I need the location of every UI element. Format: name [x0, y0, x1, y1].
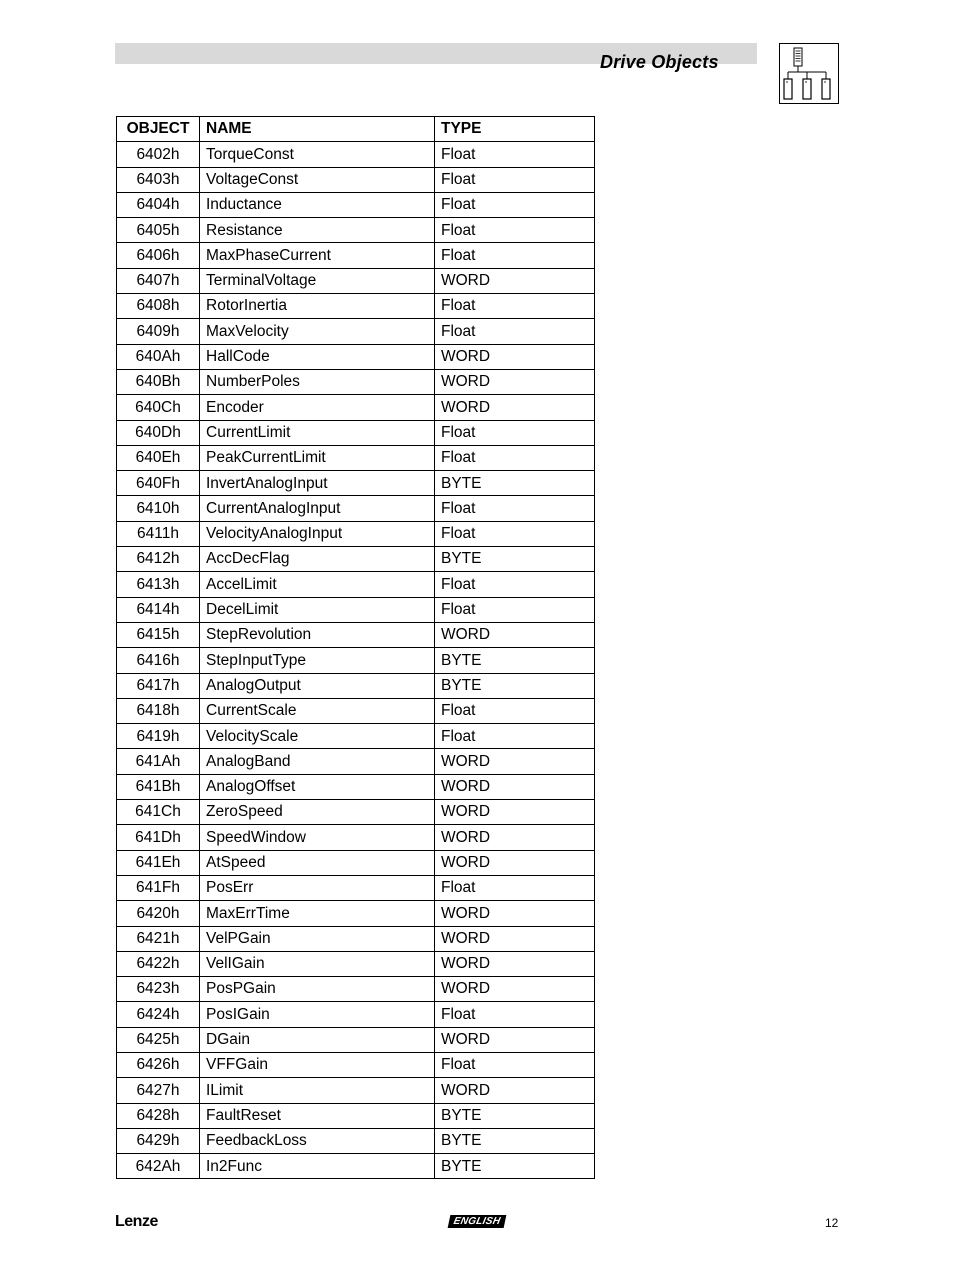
- object-type-cell: Float: [435, 319, 595, 344]
- table-row: [117, 875, 595, 900]
- object-name-cell: NumberPoles: [200, 369, 435, 394]
- object-type-cell: WORD: [435, 395, 595, 420]
- object-index-cell: 6424h: [117, 1002, 200, 1027]
- table-row: [117, 142, 595, 167]
- table-row: [117, 420, 595, 445]
- object-index-cell: 6411h: [117, 521, 200, 546]
- object-type-cell: WORD: [435, 825, 595, 850]
- table-row: [117, 951, 595, 976]
- object-index-cell: 641Bh: [117, 774, 200, 799]
- table-row: [117, 724, 595, 749]
- object-type-cell: WORD: [435, 850, 595, 875]
- object-index-cell: 6427h: [117, 1078, 200, 1103]
- table-row: [117, 1052, 595, 1077]
- object-name-cell: VFFGain: [200, 1052, 435, 1077]
- object-name-cell: HallCode: [200, 344, 435, 369]
- table-row: [117, 698, 595, 723]
- object-index-cell: 6428h: [117, 1103, 200, 1128]
- table-row: [117, 167, 595, 192]
- object-name-cell: In2Func: [200, 1154, 435, 1179]
- table-row: [117, 1078, 595, 1103]
- table-row: [117, 319, 595, 344]
- object-name-cell: AccDecFlag: [200, 547, 435, 572]
- object-type-cell: WORD: [435, 749, 595, 774]
- object-type-cell: WORD: [435, 344, 595, 369]
- object-name-cell: TerminalVoltage: [200, 268, 435, 293]
- object-index-cell: 640Ah: [117, 344, 200, 369]
- object-type-cell: Float: [435, 724, 595, 749]
- object-type-cell: WORD: [435, 268, 595, 293]
- table-row: [117, 547, 595, 572]
- object-type-cell: WORD: [435, 622, 595, 647]
- object-name-cell: AccelLimit: [200, 572, 435, 597]
- object-name-cell: DGain: [200, 1027, 435, 1052]
- object-index-cell: 641Ch: [117, 800, 200, 825]
- column-header-type: TYPE: [435, 117, 595, 142]
- table-row: [117, 774, 595, 799]
- object-type-cell: Float: [435, 597, 595, 622]
- table-row: [117, 344, 595, 369]
- object-index-cell: 6421h: [117, 926, 200, 951]
- object-name-cell: SpeedWindow: [200, 825, 435, 850]
- object-index-cell: 640Fh: [117, 471, 200, 496]
- object-name-cell: AtSpeed: [200, 850, 435, 875]
- table-row: [117, 648, 595, 673]
- object-name-cell: CurrentScale: [200, 698, 435, 723]
- object-index-cell: 640Ch: [117, 395, 200, 420]
- object-index-cell: 6413h: [117, 572, 200, 597]
- table-row: [117, 521, 595, 546]
- object-name-cell: AnalogOutput: [200, 673, 435, 698]
- object-index-cell: 6404h: [117, 192, 200, 217]
- table-row: [117, 369, 595, 394]
- object-type-cell: WORD: [435, 951, 595, 976]
- object-index-cell: 641Dh: [117, 825, 200, 850]
- object-name-cell: VelIGain: [200, 951, 435, 976]
- object-index-cell: 6408h: [117, 294, 200, 319]
- object-index-cell: 6412h: [117, 547, 200, 572]
- object-type-cell: Float: [435, 698, 595, 723]
- object-index-cell: 6417h: [117, 673, 200, 698]
- object-type-cell: BYTE: [435, 1128, 595, 1153]
- object-index-cell: 6402h: [117, 142, 200, 167]
- table-row: [117, 622, 595, 647]
- object-name-cell: Resistance: [200, 218, 435, 243]
- table-row: [117, 1027, 595, 1052]
- object-name-cell: VelPGain: [200, 926, 435, 951]
- object-type-cell: Float: [435, 420, 595, 445]
- table-row: [117, 294, 595, 319]
- table-row: [117, 243, 595, 268]
- object-index-cell: 6414h: [117, 597, 200, 622]
- object-name-cell: MaxPhaseCurrent: [200, 243, 435, 268]
- table-row: [117, 850, 595, 875]
- lenze-logo: Lenze: [115, 1213, 158, 1230]
- table-body: [117, 142, 595, 1179]
- table-row: [117, 496, 595, 521]
- object-name-cell: ILimit: [200, 1078, 435, 1103]
- object-name-cell: PeakCurrentLimit: [200, 445, 435, 470]
- drive-objects-table: [116, 116, 595, 1179]
- object-type-cell: Float: [435, 496, 595, 521]
- object-index-cell: 6419h: [117, 724, 200, 749]
- table-row: [117, 445, 595, 470]
- object-type-cell: Float: [435, 167, 595, 192]
- table-row: [117, 901, 595, 926]
- object-name-cell: InvertAnalogInput: [200, 471, 435, 496]
- object-type-cell: WORD: [435, 901, 595, 926]
- object-index-cell: 6418h: [117, 698, 200, 723]
- object-index-cell: 6406h: [117, 243, 200, 268]
- object-name-cell: AnalogBand: [200, 749, 435, 774]
- object-index-cell: 6415h: [117, 622, 200, 647]
- page-number: 12: [825, 1216, 839, 1230]
- object-type-cell: BYTE: [435, 1154, 595, 1179]
- object-index-cell: 641Eh: [117, 850, 200, 875]
- object-type-cell: Float: [435, 445, 595, 470]
- table-row: [117, 1103, 595, 1128]
- object-index-cell: 642Ah: [117, 1154, 200, 1179]
- object-name-cell: FaultReset: [200, 1103, 435, 1128]
- object-type-cell: Float: [435, 521, 595, 546]
- object-index-cell: 6403h: [117, 167, 200, 192]
- table-row: [117, 597, 595, 622]
- object-type-cell: Float: [435, 572, 595, 597]
- page-title: Drive Objects: [600, 52, 719, 72]
- object-index-cell: 6423h: [117, 977, 200, 1002]
- table-row: [117, 572, 595, 597]
- object-type-cell: BYTE: [435, 673, 595, 698]
- table-row: [117, 395, 595, 420]
- object-index-cell: 6429h: [117, 1128, 200, 1153]
- table-row: [117, 471, 595, 496]
- object-type-cell: Float: [435, 192, 595, 217]
- object-index-cell: 640Dh: [117, 420, 200, 445]
- table-row: [117, 192, 595, 217]
- object-type-cell: Float: [435, 243, 595, 268]
- column-header-name: NAME: [200, 117, 435, 142]
- object-name-cell: StepInputType: [200, 648, 435, 673]
- table-row: [117, 1154, 595, 1179]
- object-index-cell: 640Eh: [117, 445, 200, 470]
- table-row: [117, 977, 595, 1002]
- object-type-cell: WORD: [435, 774, 595, 799]
- table-row: [117, 218, 595, 243]
- object-type-cell: BYTE: [435, 1103, 595, 1128]
- table-header-row: [117, 117, 595, 142]
- object-type-cell: WORD: [435, 1078, 595, 1103]
- object-name-cell: TorqueConst: [200, 142, 435, 167]
- object-index-cell: 6409h: [117, 319, 200, 344]
- object-type-cell: BYTE: [435, 471, 595, 496]
- object-type-cell: WORD: [435, 977, 595, 1002]
- object-name-cell: VelocityAnalogInput: [200, 521, 435, 546]
- table-row: [117, 1002, 595, 1027]
- object-name-cell: PosIGain: [200, 1002, 435, 1027]
- object-index-cell: 6420h: [117, 901, 200, 926]
- object-index-cell: 6407h: [117, 268, 200, 293]
- table-row: [117, 926, 595, 951]
- object-name-cell: VelocityScale: [200, 724, 435, 749]
- object-index-cell: 6422h: [117, 951, 200, 976]
- object-type-cell: WORD: [435, 369, 595, 394]
- object-type-cell: WORD: [435, 800, 595, 825]
- object-type-cell: Float: [435, 875, 595, 900]
- object-type-cell: BYTE: [435, 547, 595, 572]
- object-type-cell: Float: [435, 1002, 595, 1027]
- network-devices-icon: [779, 43, 839, 104]
- table-row: [117, 1128, 595, 1153]
- object-name-cell: RotorInertia: [200, 294, 435, 319]
- table-row: [117, 673, 595, 698]
- object-index-cell: 640Bh: [117, 369, 200, 394]
- object-name-cell: CurrentAnalogInput: [200, 496, 435, 521]
- object-type-cell: WORD: [435, 926, 595, 951]
- object-index-cell: 6410h: [117, 496, 200, 521]
- table-row: [117, 825, 595, 850]
- object-type-cell: Float: [435, 294, 595, 319]
- language-badge: ENGLISH: [448, 1215, 507, 1228]
- object-name-cell: StepRevolution: [200, 622, 435, 647]
- table-row: [117, 268, 595, 293]
- object-name-cell: CurrentLimit: [200, 420, 435, 445]
- object-index-cell: 6416h: [117, 648, 200, 673]
- object-index-cell: 6405h: [117, 218, 200, 243]
- column-header-object: OBJECT: [117, 117, 200, 142]
- object-type-cell: WORD: [435, 1027, 595, 1052]
- object-name-cell: MaxVelocity: [200, 319, 435, 344]
- table-row: [117, 749, 595, 774]
- object-index-cell: 6425h: [117, 1027, 200, 1052]
- object-name-cell: Encoder: [200, 395, 435, 420]
- object-name-cell: MaxErrTime: [200, 901, 435, 926]
- object-name-cell: DecelLimit: [200, 597, 435, 622]
- object-name-cell: ZeroSpeed: [200, 800, 435, 825]
- object-type-cell: Float: [435, 218, 595, 243]
- object-type-cell: Float: [435, 1052, 595, 1077]
- object-index-cell: 6426h: [117, 1052, 200, 1077]
- object-type-cell: Float: [435, 142, 595, 167]
- object-name-cell: AnalogOffset: [200, 774, 435, 799]
- object-name-cell: FeedbackLoss: [200, 1128, 435, 1153]
- object-name-cell: PosPGain: [200, 977, 435, 1002]
- object-index-cell: 641Ah: [117, 749, 200, 774]
- table-row: [117, 800, 595, 825]
- object-type-cell: BYTE: [435, 648, 595, 673]
- object-name-cell: VoltageConst: [200, 167, 435, 192]
- object-name-cell: Inductance: [200, 192, 435, 217]
- object-index-cell: 641Fh: [117, 875, 200, 900]
- object-name-cell: PosErr: [200, 875, 435, 900]
